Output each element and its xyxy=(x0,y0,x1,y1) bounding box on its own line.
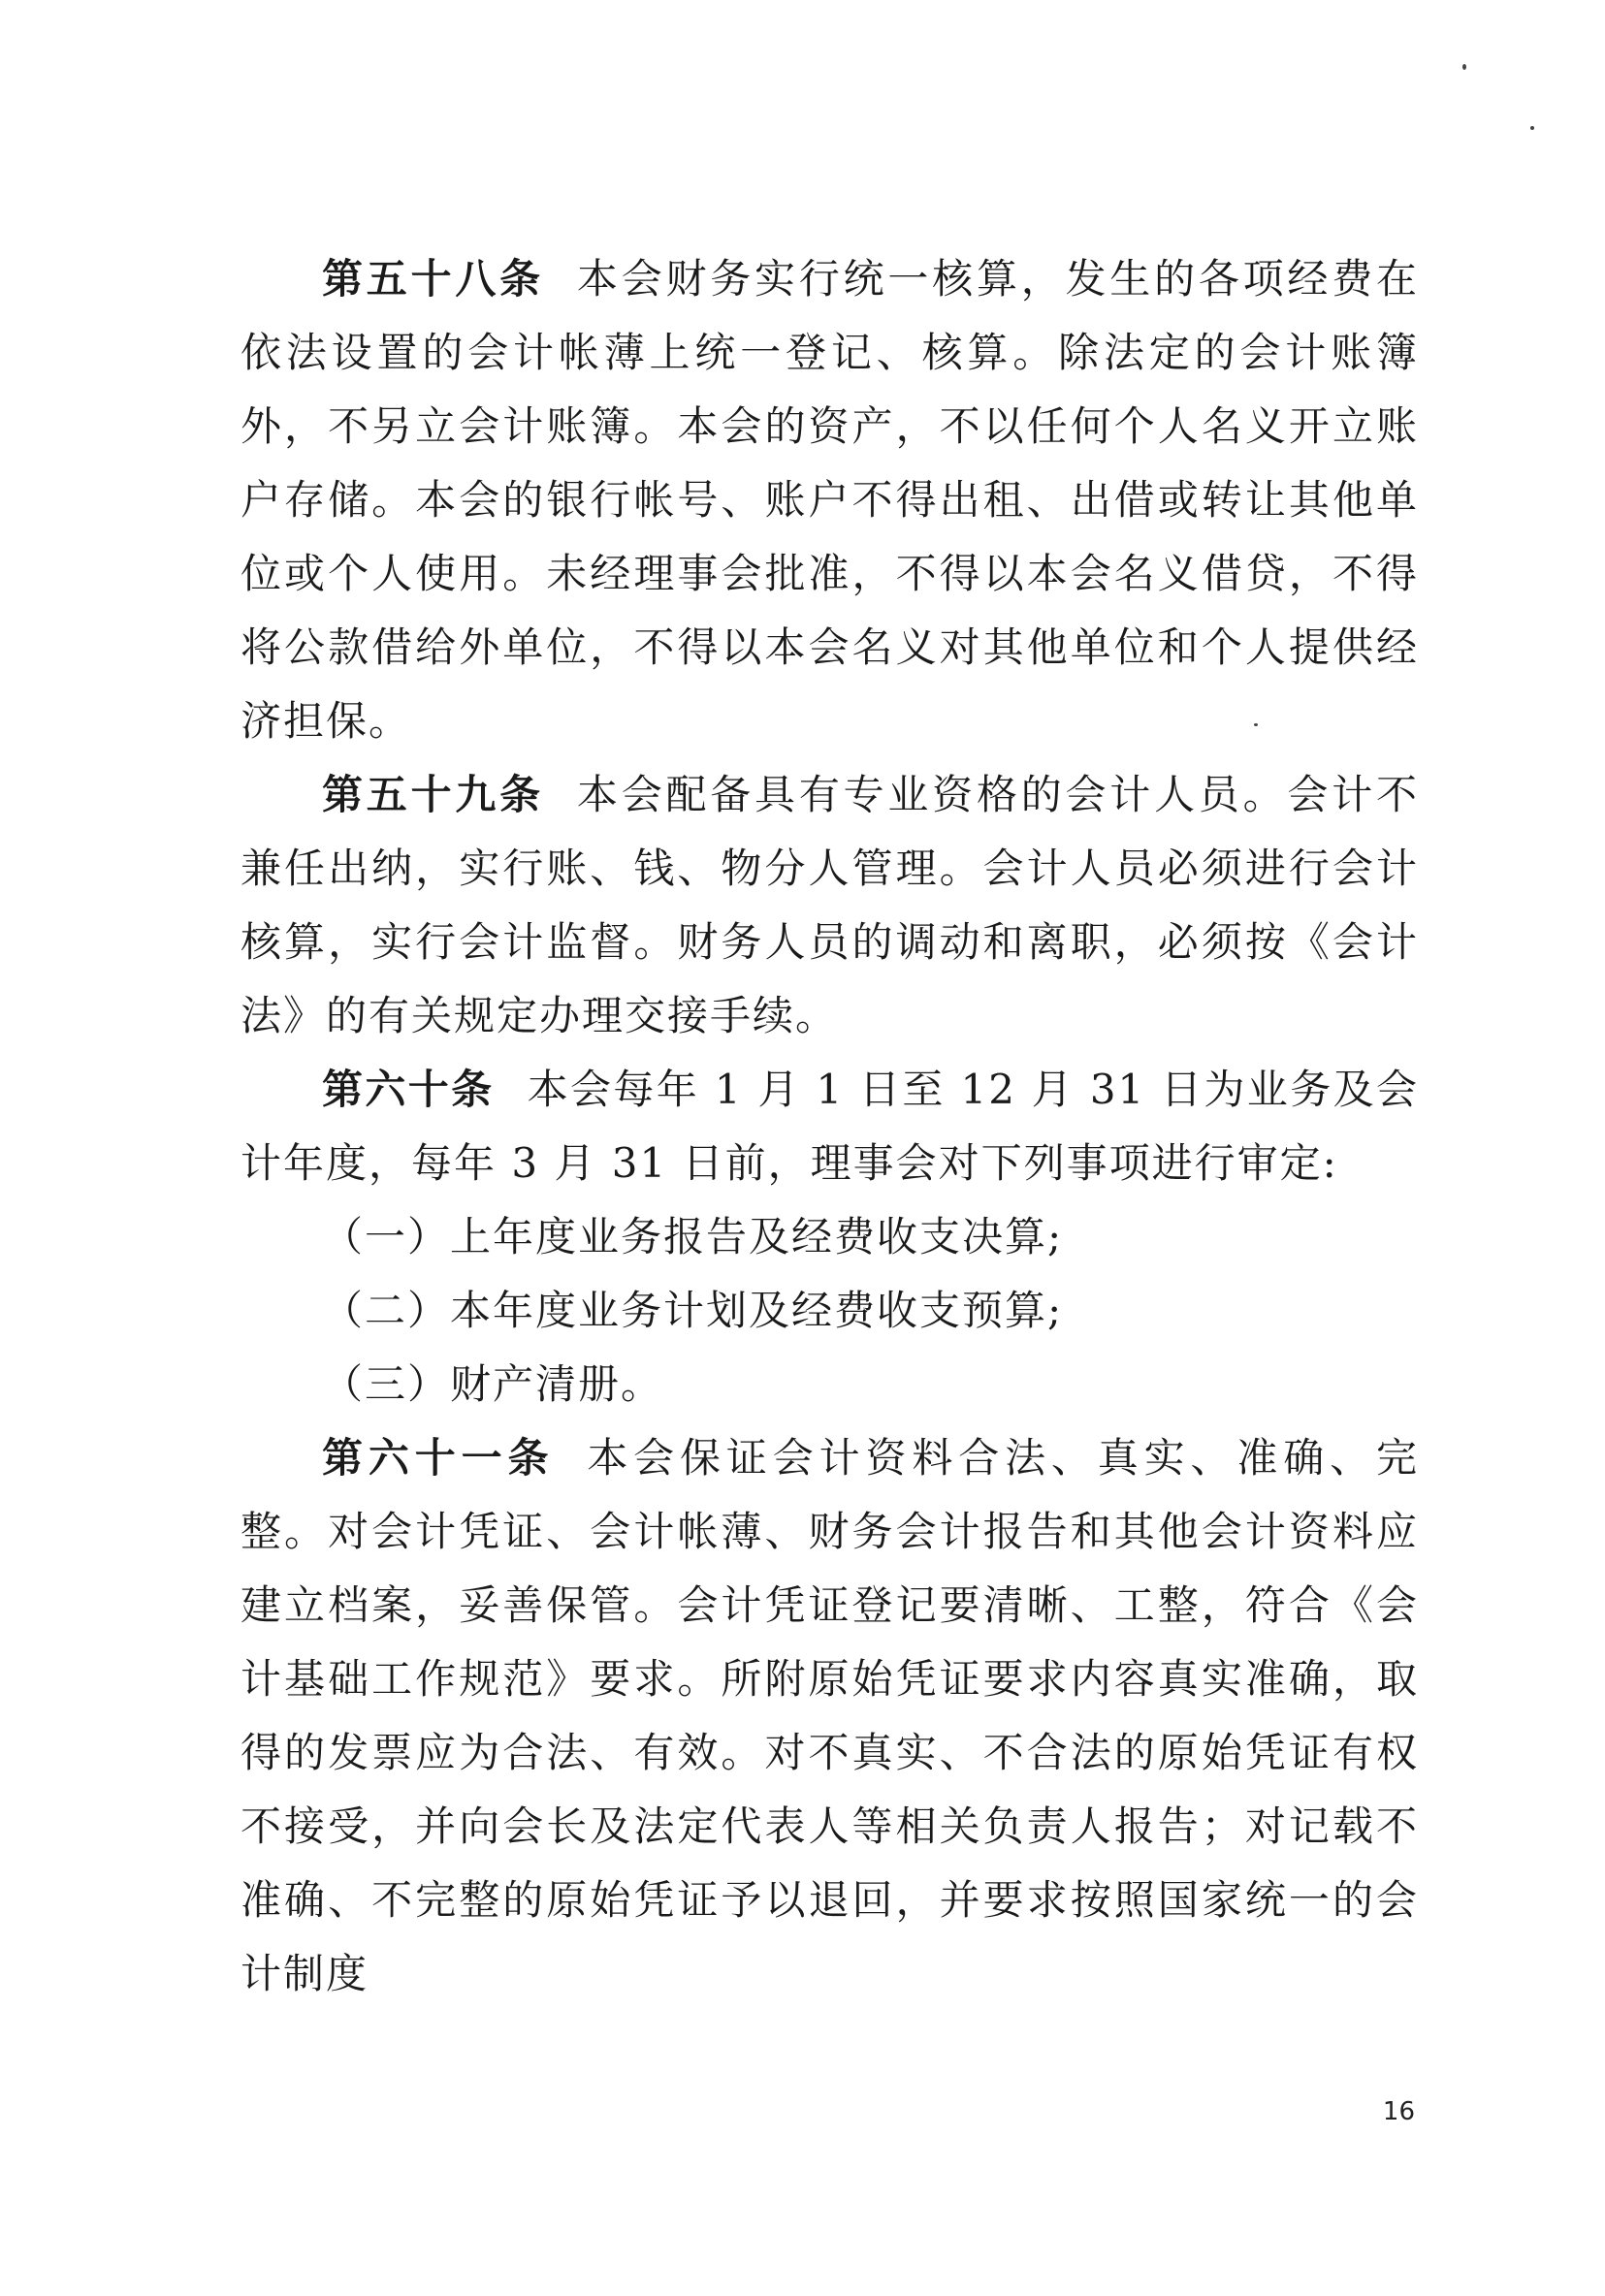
document-body xyxy=(241,242,1419,2011)
article-59-body: 本会配备具有专业资格的会计人员。会计不兼任出纳，实行账、钱、物分人管理。会计人员必须进行会计核算，实行会计监督。财务人员的调动和离职，必须按《会计法》的有关规定办理交接手续。 xyxy=(241,771,1419,1039)
article-60-body: 本会每年 1 月 1 日至 12 月 31 日为业务及会计年度，每年 3 月 31 日前，理事会对下列事项进行审定: xyxy=(241,1066,1419,1187)
page-number: 16 xyxy=(1382,2097,1415,2126)
article-60-item-1: （一）上年度业务报告及经费收支决算; xyxy=(322,1213,1064,1260)
article-60-heading: 第六十条 xyxy=(322,1066,495,1113)
article-58-body: 本会财务实行统一核算，发生的各项经费在依法设置的会计帐薄上统一登记、核算。除法定的会计账簿外，不另立会计账簿。本会的资产，不以任何个人名义开立账户存储。本会的银行帐号、账户不得出租、出借或转让其他单位或个人使用。未经理事会批准，不得以本会名义借贷，不得将公款借给外单位，不得以本会名义对其他单位和个人提供经济担保。 xyxy=(241,255,1419,745)
article-60-item-3: （三）财产清册。 xyxy=(322,1360,664,1408)
article-59-heading: 第五十九条 xyxy=(322,771,544,818)
article-61 xyxy=(241,1421,1419,2011)
article-60 xyxy=(241,1053,1419,1200)
article-59 xyxy=(241,758,1419,1053)
scan-speck xyxy=(1462,64,1466,70)
article-61-body: 本会保证会计资料合法、真实、准确、完整。对会计凭证、会计帐薄、财务会计报告和其他会计资料应建立档案，妥善保管。会计凭证登记要清晰、工整，符合《会计基础工作规范》要求。所附原始凭证要求内容真实准确，取得的发票应为合法、有效。对不真实、不合法的原始凭证有权不接受，并向会长及法定代表人等相关负责人报告；对记载不准确、不完整的原始凭证予以退回，并要求按照国家统一的会计制度 xyxy=(241,1434,1419,1997)
article-61-heading: 第六十一条 xyxy=(322,1434,555,1482)
article-58-heading: 第五十八条 xyxy=(322,255,544,303)
article-58 xyxy=(241,242,1419,758)
scan-speck xyxy=(1530,126,1534,130)
article-60-item-2: （二）本年度业务计划及经费收支预算; xyxy=(322,1287,1064,1334)
